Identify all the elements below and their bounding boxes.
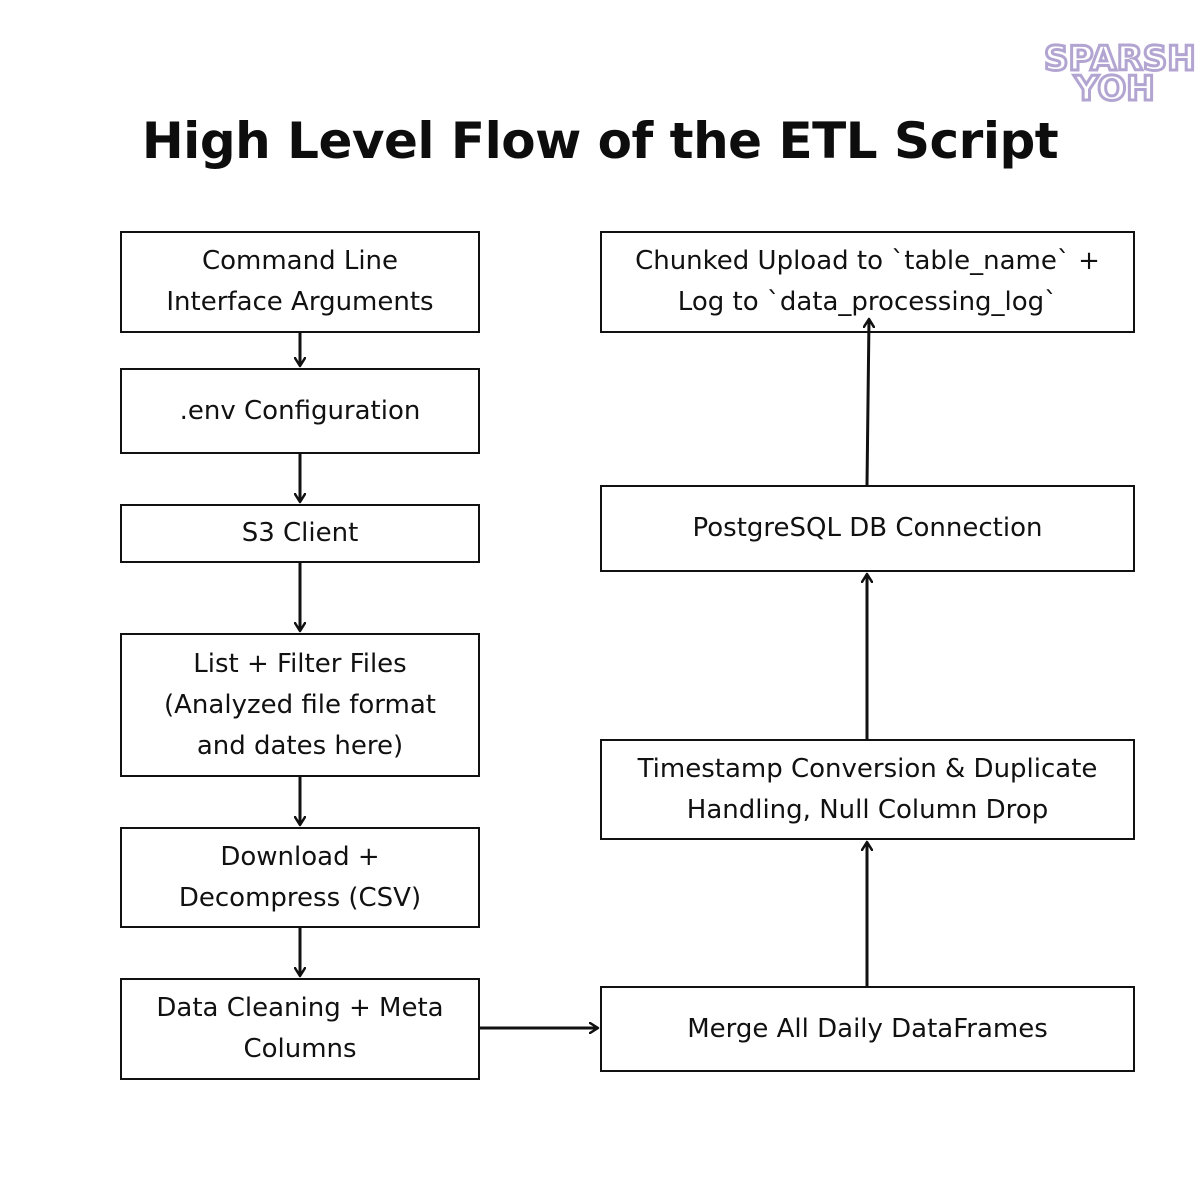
node-cli-arguments: Command Line Interface Arguments (120, 231, 480, 333)
node-timestamp-conversion: Timestamp Conversion & Duplicate Handling, Null Column Drop (600, 739, 1135, 840)
node-list-filter-files: List + Filter Files (Analyzed file format and dates here) (120, 633, 480, 777)
logo-text-bottom: YOH (1074, 69, 1155, 109)
node-merge-dataframes: Merge All Daily DataFrames (600, 986, 1135, 1072)
node-chunked-upload: Chunked Upload to `table_name` + Log to `data_processing_log` (600, 231, 1135, 333)
logo-text-top: SPARSH (1044, 39, 1196, 79)
node-env-configuration: .env Configuration (120, 368, 480, 454)
node-postgresql-connection: PostgreSQL DB Connection (600, 485, 1135, 572)
node-download-decompress: Download + Decompress (CSV) (120, 827, 480, 928)
arrow-postgres-to-upload (867, 319, 869, 485)
logo-icon (1040, 30, 1196, 110)
node-data-cleaning: Data Cleaning + Meta Columns (120, 978, 480, 1080)
node-s3-client: S3 Client (120, 504, 480, 563)
page-title: High Level Flow of the ETL Script (141, 112, 1059, 170)
